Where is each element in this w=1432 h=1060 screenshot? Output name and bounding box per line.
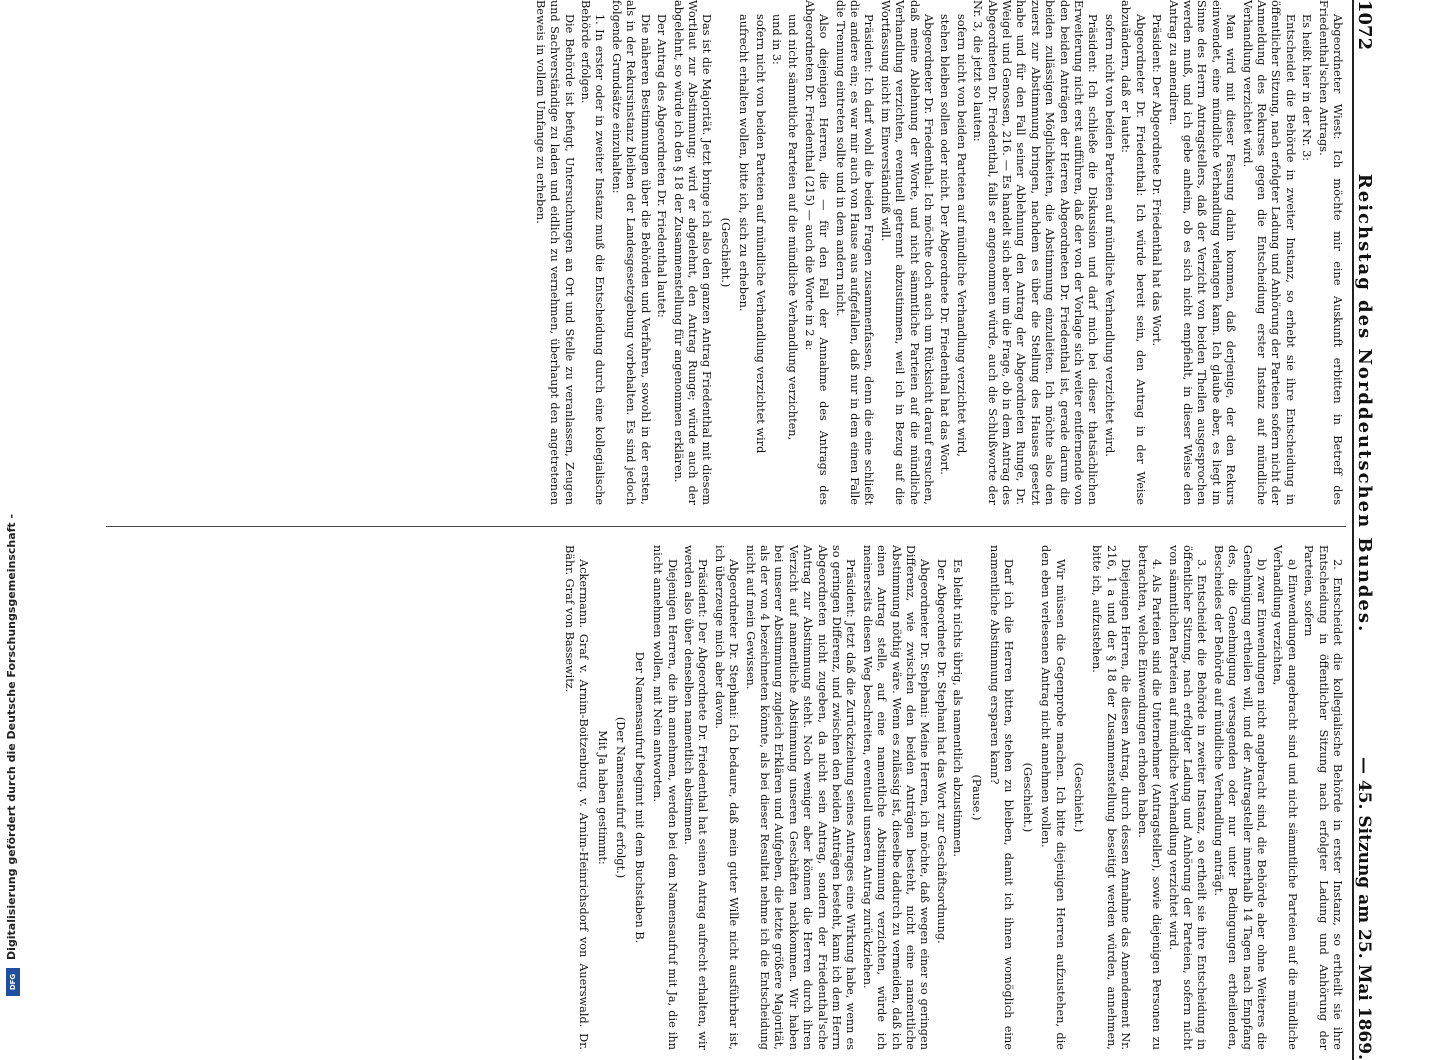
paragraph: Das ist die Majorität. Jetzt bringe ich also den ganzen Antrag Friedenthal mit diesem Wortlaut zur Abstimmung; wird er abgelehnt, den Antrag Runge; würde auch der abgelehnt, so würde ich den § 18 der Zusammenstellung für angenommen erklären. [671,0,714,505]
paragraph: Abgeordneter Dr. Stephani: Meine Herren, ich möchte, daß wegen einer so geringen Differenz, wie zwischen den beiden Anträgen besteht, nicht eine namentliche Abstimmung nöthig wäre. Wenn es zulässig ist, dieselbe dadurch zu vermeiden, daß ich einen Antrag stelle, auf eine namentliche Abstimmung verzichten, würde ich meinerseits diesen Weg beschreiten, eventuell unseren Antrag zurückziehen. [860,545,932,1050]
page-header [1352,0,1394,1060]
quoted-text: Die näheren Bestimmungen über die Behörden und Verfahren, sowohl in der ersten, als in der Rekursinstanz bleiben der Landesgesetzgebung vorbehalten. Es sind jedoch folgende Grundsätze einzuhalten: [609,0,652,505]
quoted-text: sofern nicht von beiden Parteien auf mündliche Verhandlung verzichtet wird [753,14,767,454]
dfg-logo-icon [6,968,20,996]
paragraph: Präsident: Ich schließe die Diskussion und darf mich bei dieser thatsächlichen Erweiterung nicht erst aufführen, daß der von der Vorlage sich weiter entfernende von den beiden Anträgen der Herren Abgeordneten Dr. Friedenthal ist, gerade darum die beiden zulässigen Möglichkeiten, die Abstimmung einzuleiten. Ich möchte also den zuerst zur Abstimmung bringen, nachdem es über die Stellung des Hauses gesetzt habe und für den Fall seiner Ablehnung den Antrag der Abgeordneten Runge, Dr. Weigel und Genossen, 216. — Es handelt sich aber um die Frage, ob in dem Antrag des Abgeordneten Dr. Friedenthal, falls er angenommen würde, auch die Schlußworte der Nr. 3, die jetzt so lauten: [971,0,1100,505]
paragraph: Der Namensaufruf beginnt mit dem Buchstaben B. [632,651,646,944]
quoted-text: Die Behörde ist befugt, Untersuchungen an Ort und Stelle zu veranlassen, Zeugen und Sachverständige zu laden und eidlich zu vernehmen, überhaupt den angetretenen Beweis in vollem Umfange zu erheben. [533,0,576,505]
paragraph: Präsident: Der Abgeordnete Dr. Friedenthal hat seinen Antrag aufrecht erhalten, wir werden also über denselben namentlich abstimmen. [681,545,710,1050]
paragraph: Präsident: Jetzt daß die Zurückziehung seines Antrages eine Wirkung habe, wenn es so geringen Differenz, und zwischen den beiden Anträgen besteht, kann ich dem Herrn Abgeordneten nicht zugeben, da nicht sein Antrag, sondern der Friedenthal'sche Antrag zur Abstimmung steht. Noch weniger aber können die Herren durch ihren Verzicht auf namentliche Abstimmung unseren Geschäften nachkommen. Wir haben bei unserer Abstimmung zugleich Erklären und Aufgeben, die letzte größere Majorität, als der von 4 bezeichneten könnte, als bei dieser Resultat nehme ich die Entscheidung nicht auf mein Gewissen. [743,545,858,1050]
paragraph: Der Antrag des Abgeordneten Dr. Friedenthal lautet: [655,14,669,318]
paragraph: Also diejenigen Herren, die — für den Fall der Annahme des Antrags des Abgeordneten Dr. Friedenthal (215) — auch die Worte in 2 a: [802,0,831,505]
paragraph: Diejenigen Herren, die ihn annehmen, werden bei dem Namensaufruf mit Ja, die ihn nicht annehmen wollen, mit Nein antworten. [651,545,679,1050]
stage-direction: (Geschieht.) [1020,762,1034,833]
dfg-logo-text: DFG [9,973,17,991]
digitization-credit: Digitalisierung gefördert durch die Deutsche Forschungsgemeinschaft - [5,513,18,960]
paragraph: Abgeordneter Dr. Friedenthal: Ich würde bereit sein, den Antrag in der Weise abzuändern, daß er lautet: [1119,0,1147,505]
quoted-text: 1. In erster oder in zweiter Instanz muß die Entscheidung durch eine kollegialische Behörde erfolgen. [579,0,607,505]
left-column [94,0,1344,505]
quoted-text: 2. Entscheidet die kollegialische Behörde in erster Instanz, so ertheilt sie ihre Entscheidung in öffentlicher Sitzung nach erfolgter Ladung und Anhörung der Parteien, sofern [1302,545,1344,1050]
paragraph: Präsident: Ich darf wohl die beiden Fragen zusammenfassen, denn die eine schließt die andere ein; es war mir auch von Hause aus aufgefallen, daß nur in dem einen Falle die Trennung eintreten sollte und in dem andern nicht. [833,0,876,505]
rotated-scan-sheet [64,0,1394,1060]
quoted-text: sofern nicht von beiden Parteien auf mündliche Verhandlung verzichtet wird, [954,14,968,457]
paragraph: Abgeordneter Wiest: Ich möchte mir eine Auskunft erbitten in Betreff des Friedenthal'schen Antrags. [1316,0,1344,505]
paragraph: Darf ich die Herren bitten, stehen zu bleiben, damit ich ihnen womöglich eine namentliche Abstimmung ersparen kann? [988,545,1016,1050]
stage-direction: (Pause.) [969,774,983,821]
right-column [94,545,1344,1050]
stage-direction: (Geschieht.) [718,217,732,288]
paragraph: Wir müssen die Gegenprobe machen. Ich bitte diejenigen Herren aufzustehen, die den eben verlesenen Antrag nicht annehmen wollen. [1039,545,1067,1050]
quoted-text: 3. Entscheidet die Behörde in zweiter Instanz, so ertheilt sie ihre Entscheidung in öffentlicher Sitzung, nach erfolgter Ladung und Anhörung der Parteien, sofern nicht von sämmtlichen Parteien auf mündliche Verhandlung verzichtet wird. [1166,545,1209,1050]
paragraph: und in 3: [769,14,783,65]
paragraph: Präsident: Der Abgeordnete Dr. Friedenthal hat das Wort. [1150,14,1164,347]
paragraph: stehen bleiben sollen oder nicht. Der Abgeordnete Dr. Friedenthal hat das Wort. [938,14,952,475]
quoted-text: Entscheidet die Behörde in zweiter Instanz, so erhebt sie ihre Entscheidung in öffentlicher Sitzung, nach erfolgter Ladung und Anhörung der Parteien sofern nicht der Anmeldung des Rekurses gegen die Entscheidung erster Instanz auf mündliche Verhandlung verzichtet wird. [1240,0,1297,505]
stage-direction: (Der Namensaufruf erfolgt.) [614,716,628,879]
quoted-text: sofern nicht von beiden Parteien auf mündliche Verhandlung verzichtet wird. [1102,14,1116,457]
paragraph: Abgeordneter Dr. Friedenthal: Ich möchte doch auch um Rücksicht darauf ersuchen, daß meine Ablehnung der Worte, und nicht sämmtliche Parteien auf die mündliche Verhandlung verzichten, eventuell getrennt abzustimmen, weil ich in Bezug auf die Wortfassung nicht im Einverständniß will. [878,0,936,505]
paragraph: Ackermann. Graf v. Arnim-Boitzenburg. v. Arnim-Heinrichsdorf von Auerswald. Dr. Bähr. Graf von Bassewitz. [563,545,591,1050]
column-divider [106,526,1346,527]
paragraph: Der Abgeordnete Dr. Stephani hat das Wort zur Geschäftsordnung. [934,559,948,944]
quoted-text: 4. Als Parteien sind die Unternehmer (Antragsteller), sowie diejenigen Personen zu betrachten, welche Einwendungen erhoben haben. [1135,545,1164,1050]
paragraph: Man wird mit dieser Fassung dahin kommen, daß derjenige, der den Rekurs einwendet, eine mündliche Verhandlung verlangen kann. Ich glaube aber, es liegt im Sinne des Herrn Antragstellers, daß der Verzicht von beiden Theilen ausgesprochen werden muß, und ich gebe anheim, ob es sich nicht empfiehlt, in dieser Weise den Antrag zu amendiren. [1166,0,1238,505]
page-title: Reichstag des Norddeutschen Bundes. [1354,173,1375,634]
quoted-text: b) zwar Einwendungen nicht angebracht sind, die Behörde aber ohne Weiteres die Genehmigung ertheilen will, und der Antragsteller innerhalb 14 Tagen nach Empfang des, die Genehmigung versagenden oder nur unter Bedingungen ertheilenden, Bescheides der Behörde auf mündliche Verhandlung anträgt. [1211,545,1268,1050]
digitization-credit-strip [4,0,20,1000]
paragraph: Diejenigen Herren, die diesen Antrag, durch dessen Annahme das Amendement Nr. 216, 1 a und der § 18 der Zusammenstellung beseitigt werden würden, annehmen, bitte ich, aufzustehen. [1090,545,1133,1050]
paragraph: Abgeordneter Dr. Stephani: Ich bedaure, daß mein guter Wille nicht ausführbar ist, ich überzeuge mich aber davon. [712,545,741,1050]
stage-direction: (Geschieht.) [1072,762,1086,833]
paragraph: aufrecht erhalten wollen, bitte ich, sich zu erheben. [737,14,751,312]
paragraph: Es bleibt nichts übrig, als namentlich abzustimmen. [951,559,965,857]
page-number: 1072 [1354,0,1375,51]
quoted-text: und nicht sämmtliche Parteien auf die mündliche Verhandlung verzichten, [786,14,800,441]
paragraph: Mit Ja haben gestimmt: [595,730,609,865]
paragraph: Es heißt hier in der Nr. 3: [1300,14,1314,162]
quoted-text: a) Einwendungen angebracht sind und nicht sämmtliche Parteien auf die mündliche Verhandlung verzichten, [1271,545,1299,1050]
session-label: — 45. Sitzung am 25. Mai 1869. [1354,756,1374,1060]
